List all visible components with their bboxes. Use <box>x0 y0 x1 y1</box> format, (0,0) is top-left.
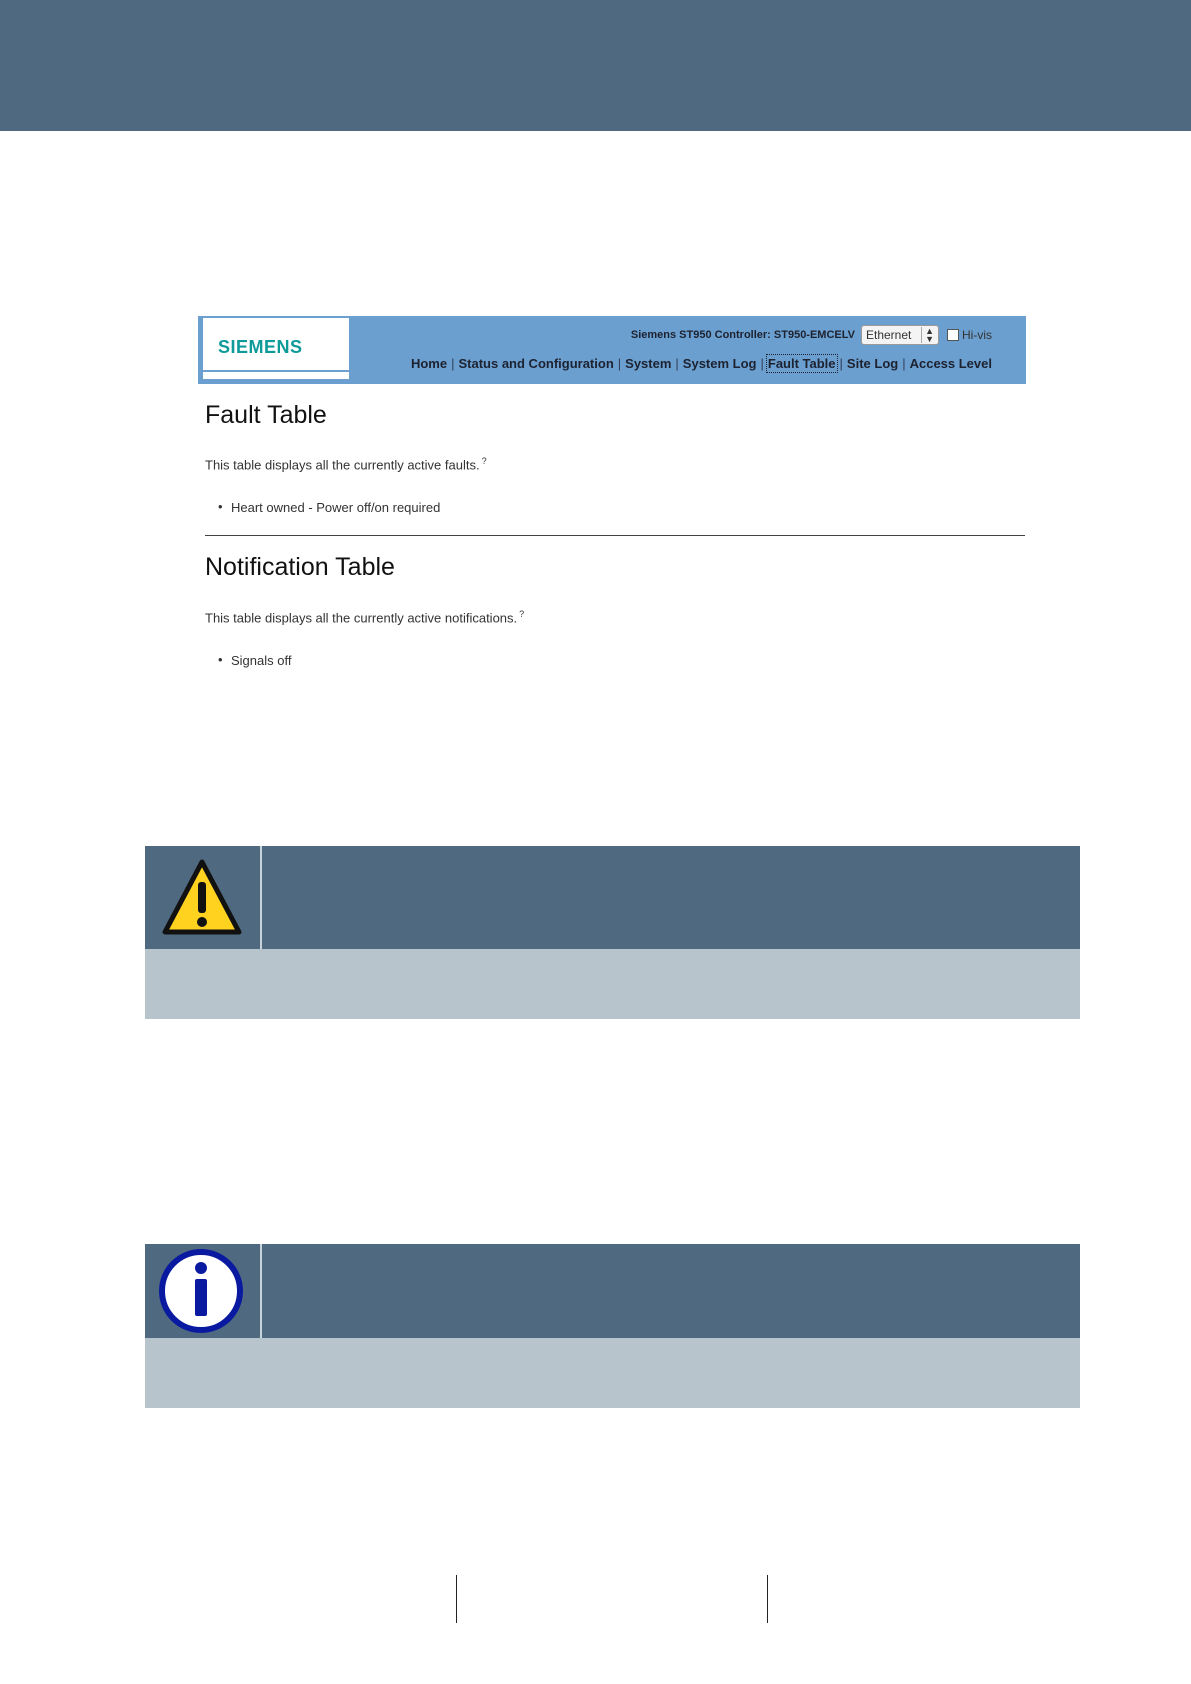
footer-divider-right <box>767 1575 768 1623</box>
nav-separator: | <box>675 356 679 371</box>
select-arrows-icon: ▲ ▼ <box>921 327 934 343</box>
section-divider <box>205 535 1025 536</box>
notification-item: • Signals off <box>231 653 291 668</box>
fault-table-title: Fault Table <box>205 401 327 429</box>
page-header-band <box>0 0 1191 131</box>
warning-triangle-icon <box>145 846 260 949</box>
notification-description-text: This table displays all the currently active notifications. <box>205 610 518 626</box>
footer-divider-left <box>456 1575 457 1623</box>
notification-table-description <box>205 609 524 625</box>
nav-status-config[interactable]: Status and Configuration <box>458 356 614 371</box>
controller-label: Siemens ST950 Controller: ST950-EMCELV <box>630 329 855 341</box>
nav-site-log[interactable]: Site Log <box>846 356 899 371</box>
logo-panel <box>203 318 349 373</box>
warning-callout <box>145 846 1080 1019</box>
fault-table-description <box>205 456 487 472</box>
nav-separator: | <box>451 356 455 371</box>
ui-screenshot <box>198 316 1026 676</box>
hivis-checkbox[interactable] <box>947 329 959 341</box>
info-circle-icon <box>145 1244 260 1338</box>
notification-table-title: Notification Table <box>205 553 395 581</box>
siemens-logo: SIEMENS <box>218 337 303 357</box>
nav-separator: | <box>839 356 843 371</box>
fault-help-link[interactable]: ? <box>481 456 487 466</box>
nav-separator: | <box>760 356 764 371</box>
info-callout <box>145 1244 1080 1408</box>
nav-system[interactable]: System <box>625 356 672 371</box>
ui-header-bar <box>198 316 1026 384</box>
nav-access-level[interactable]: Access Level <box>909 356 992 371</box>
info-icon-cell <box>145 1244 262 1338</box>
fault-item: • Heart owned - Power off/on required <box>231 500 440 515</box>
hivis-toggle[interactable] <box>947 328 992 342</box>
logo-underline <box>203 372 349 379</box>
main-nav <box>411 356 992 371</box>
warning-callout-body <box>145 949 1080 1019</box>
interface-select-value: Ethernet <box>866 328 912 342</box>
nav-separator: | <box>902 356 906 371</box>
nav-fault-table[interactable]: Fault Table <box>767 356 836 371</box>
warning-icon-cell <box>145 846 262 949</box>
nav-system-log[interactable]: System Log <box>682 356 757 371</box>
interface-select[interactable] <box>861 325 939 345</box>
fault-description-text: This table displays all the currently active faults. <box>205 457 480 473</box>
info-callout-body <box>145 1338 1080 1408</box>
warning-callout-header <box>145 846 1080 949</box>
nav-home[interactable]: Home <box>410 356 448 371</box>
hivis-label: Hi-vis <box>962 328 992 342</box>
controller-line <box>631 324 992 346</box>
info-callout-header <box>145 1244 1080 1338</box>
nav-separator: | <box>617 356 622 371</box>
notification-help-link[interactable]: ? <box>519 609 525 619</box>
